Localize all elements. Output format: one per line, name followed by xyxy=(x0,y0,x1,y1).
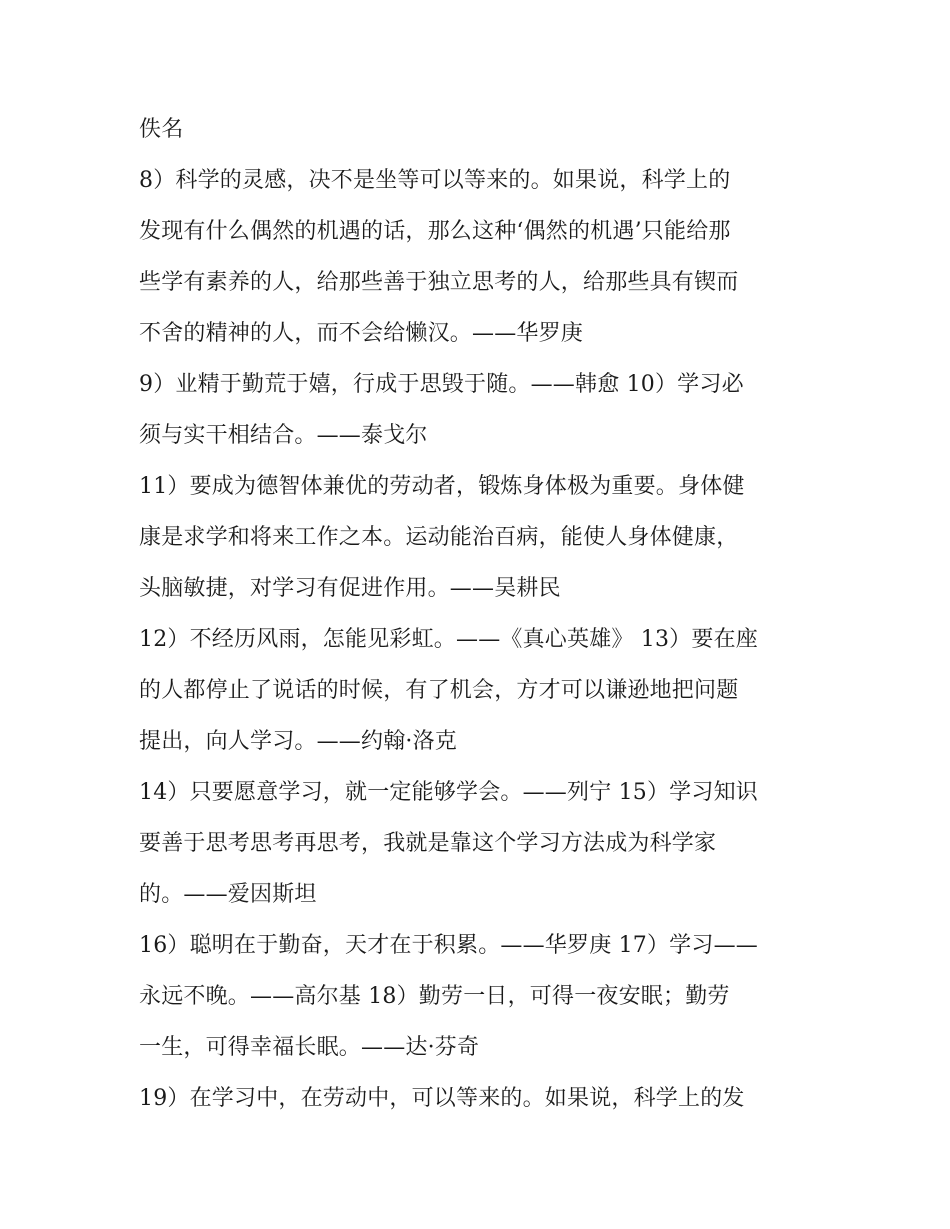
text-line: 一生，可得幸福长眠。——达·芬奇 xyxy=(139,1035,480,1060)
text-line: 些学有素养的人，给那些善于独立思考的人，给那些具有锲而 xyxy=(139,270,739,295)
text-line: 要善于思考思考再思考，我就是靠这个学习方法成为科学家 xyxy=(139,831,717,856)
text-line: 提出，向人学习。——约翰·洛克 xyxy=(139,729,457,754)
text-line: 佚名 xyxy=(139,117,184,142)
text-line: 11）要成为德智体兼优的劳动者，锻炼身体极为重要。身体健 xyxy=(139,474,745,499)
text-line: 发现有什么偶然的机遇的话，那么这种‘偶然的机遇’只能给那 xyxy=(139,219,731,244)
text-line: 19）在学习中，在劳动中，可以等来的。如果说，科学上的发 xyxy=(139,1086,745,1111)
text-line: 头脑敏捷，对学习有促进作用。——吴耕民 xyxy=(139,576,561,601)
text-line: 9）业精于勤荒于嬉，行成于思毁于随。——韩愈 10）学习必 xyxy=(139,372,744,397)
text-line: 的。——爱因斯坦 xyxy=(139,882,317,907)
text-line: 永远不晚。——高尔基 18）勤劳一日，可得一夜安眠；勤劳 xyxy=(139,984,730,1009)
text-line: 康是求学和将来工作之本。运动能治百病，能使人身体健康， xyxy=(139,525,739,550)
text-line: 不舍的精神的人，而不会给懒汉。——华罗庚 xyxy=(139,321,584,346)
text-line: 12）不经历风雨，怎能见彩虹。——《真心英雄》 13）要在座 xyxy=(139,627,758,652)
text-line: 16）聪明在于勤奋，天才在于积累。——华罗庚 17）学习—— xyxy=(139,933,758,958)
text-line: 14）只要愿意学习，就一定能够学会。——列宁 15）学习知识 xyxy=(139,780,758,805)
text-line: 的人都停止了说话的时候，有了机会，方才可以谦逊地把问题 xyxy=(139,678,739,703)
quote-text-block xyxy=(139,108,819,1128)
text-line: 8）科学的灵感，决不是坐等可以等来的。如果说，科学上的 xyxy=(139,168,731,193)
text-line: 须与实干相结合。——泰戈尔 xyxy=(139,423,428,448)
